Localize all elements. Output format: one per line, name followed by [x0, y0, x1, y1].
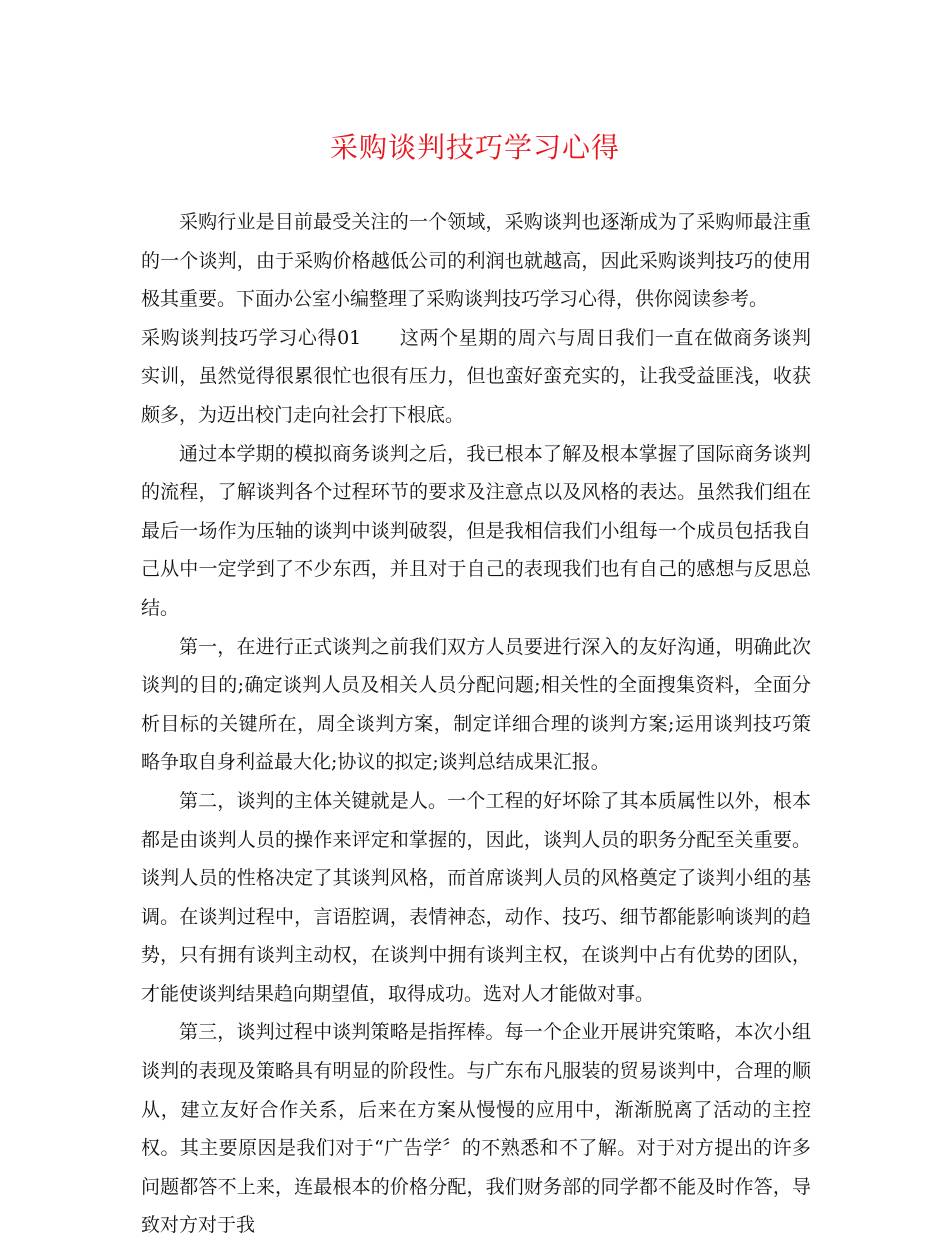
document-body	[141, 203, 811, 1245]
paragraph-3: 第一，在进行正式谈判之前我们双方人员要进行深入的友好沟通，明确此次谈判的目的;确定谈判人员及相关人员分配问题;相关性的全面搜集资料，全面分析目标的关键所在，周全谈判方案，制定详细合理的谈判方案;运用谈判技巧策略争取自身利益最大化;协议的拟定;谈判总结成果汇报。	[141, 635, 811, 774]
paragraph-2: 通过本学期的模拟商务谈判之后，我已根本了解及根本掌握了国际商务谈判的流程，了解谈判各个过程环节的要求及注意点以及风格的表达。虽然我们组在最后一场作为压轴的谈判中谈判破裂，但是我相信我们小组每一个成员包括我自己从中一定学到了不少东西，并且对于自己的表现我们也有自己的感想与反思总结。	[141, 442, 811, 619]
paragraph-intro: 采购行业是目前最受关注的一个领域，采购谈判也逐渐成为了采购师最注重的一个谈判，由于采购价格越低公司的利润也就越高，因此采购谈判技巧的使用极其重要。下面办公室小编整理了采购谈判技巧学习心得，供你阅读参考。	[141, 211, 811, 311]
document-title: 采购谈判技巧学习心得	[329, 131, 620, 164]
paragraph-4: 第二，谈判的主体关键就是人。一个工程的好坏除了其本质属性以外，根本都是由谈判人员的操作来评定和掌握的，因此，谈判人员的职务分配至关重要。谈判人员的性格决定了其谈判风格，而首席谈判人员的风格奠定了谈判小组的基调。在谈判过程中，言语腔调，表情神态，动作、技巧、细节都能影响谈判的趋势，只有拥有谈判主动权，在谈判中拥有谈判主权，在谈判中占有优势的团队，才能使谈判结果趋向期望值，取得成功。选对人才能做对事。	[141, 789, 811, 1005]
paragraph-section-01	[141, 319, 811, 435]
section-label: 采购谈判技巧学习心得01	[141, 326, 362, 349]
section-text: 这两个星期的周六与周日我们一直在做商务谈判实训，虽然觉得很累很忙也很有压力，但也蛮好蛮充实的，让我受益匪浅，收获颇多，为迈出校门走向社会打下根底。	[141, 326, 811, 426]
paragraph-5: 第三，谈判过程中谈判策略是指挥棒。每一个企业开展讲究策略，本次小组谈判的表现及策略具有明显的阶段性。与广东布凡服装的贸易谈判中，合理的顺从，建立友好合作关系，后来在方案从慢慢的应用中，渐渐脱离了活动的主控权。其主要原因是我们对于“广告学〞的不熟悉和不了解。对于对方提出的许多问题都答不上来，连最根本的价格分配，我们财务部的同学都不能及时作答，导致对方对于我	[141, 1021, 811, 1237]
